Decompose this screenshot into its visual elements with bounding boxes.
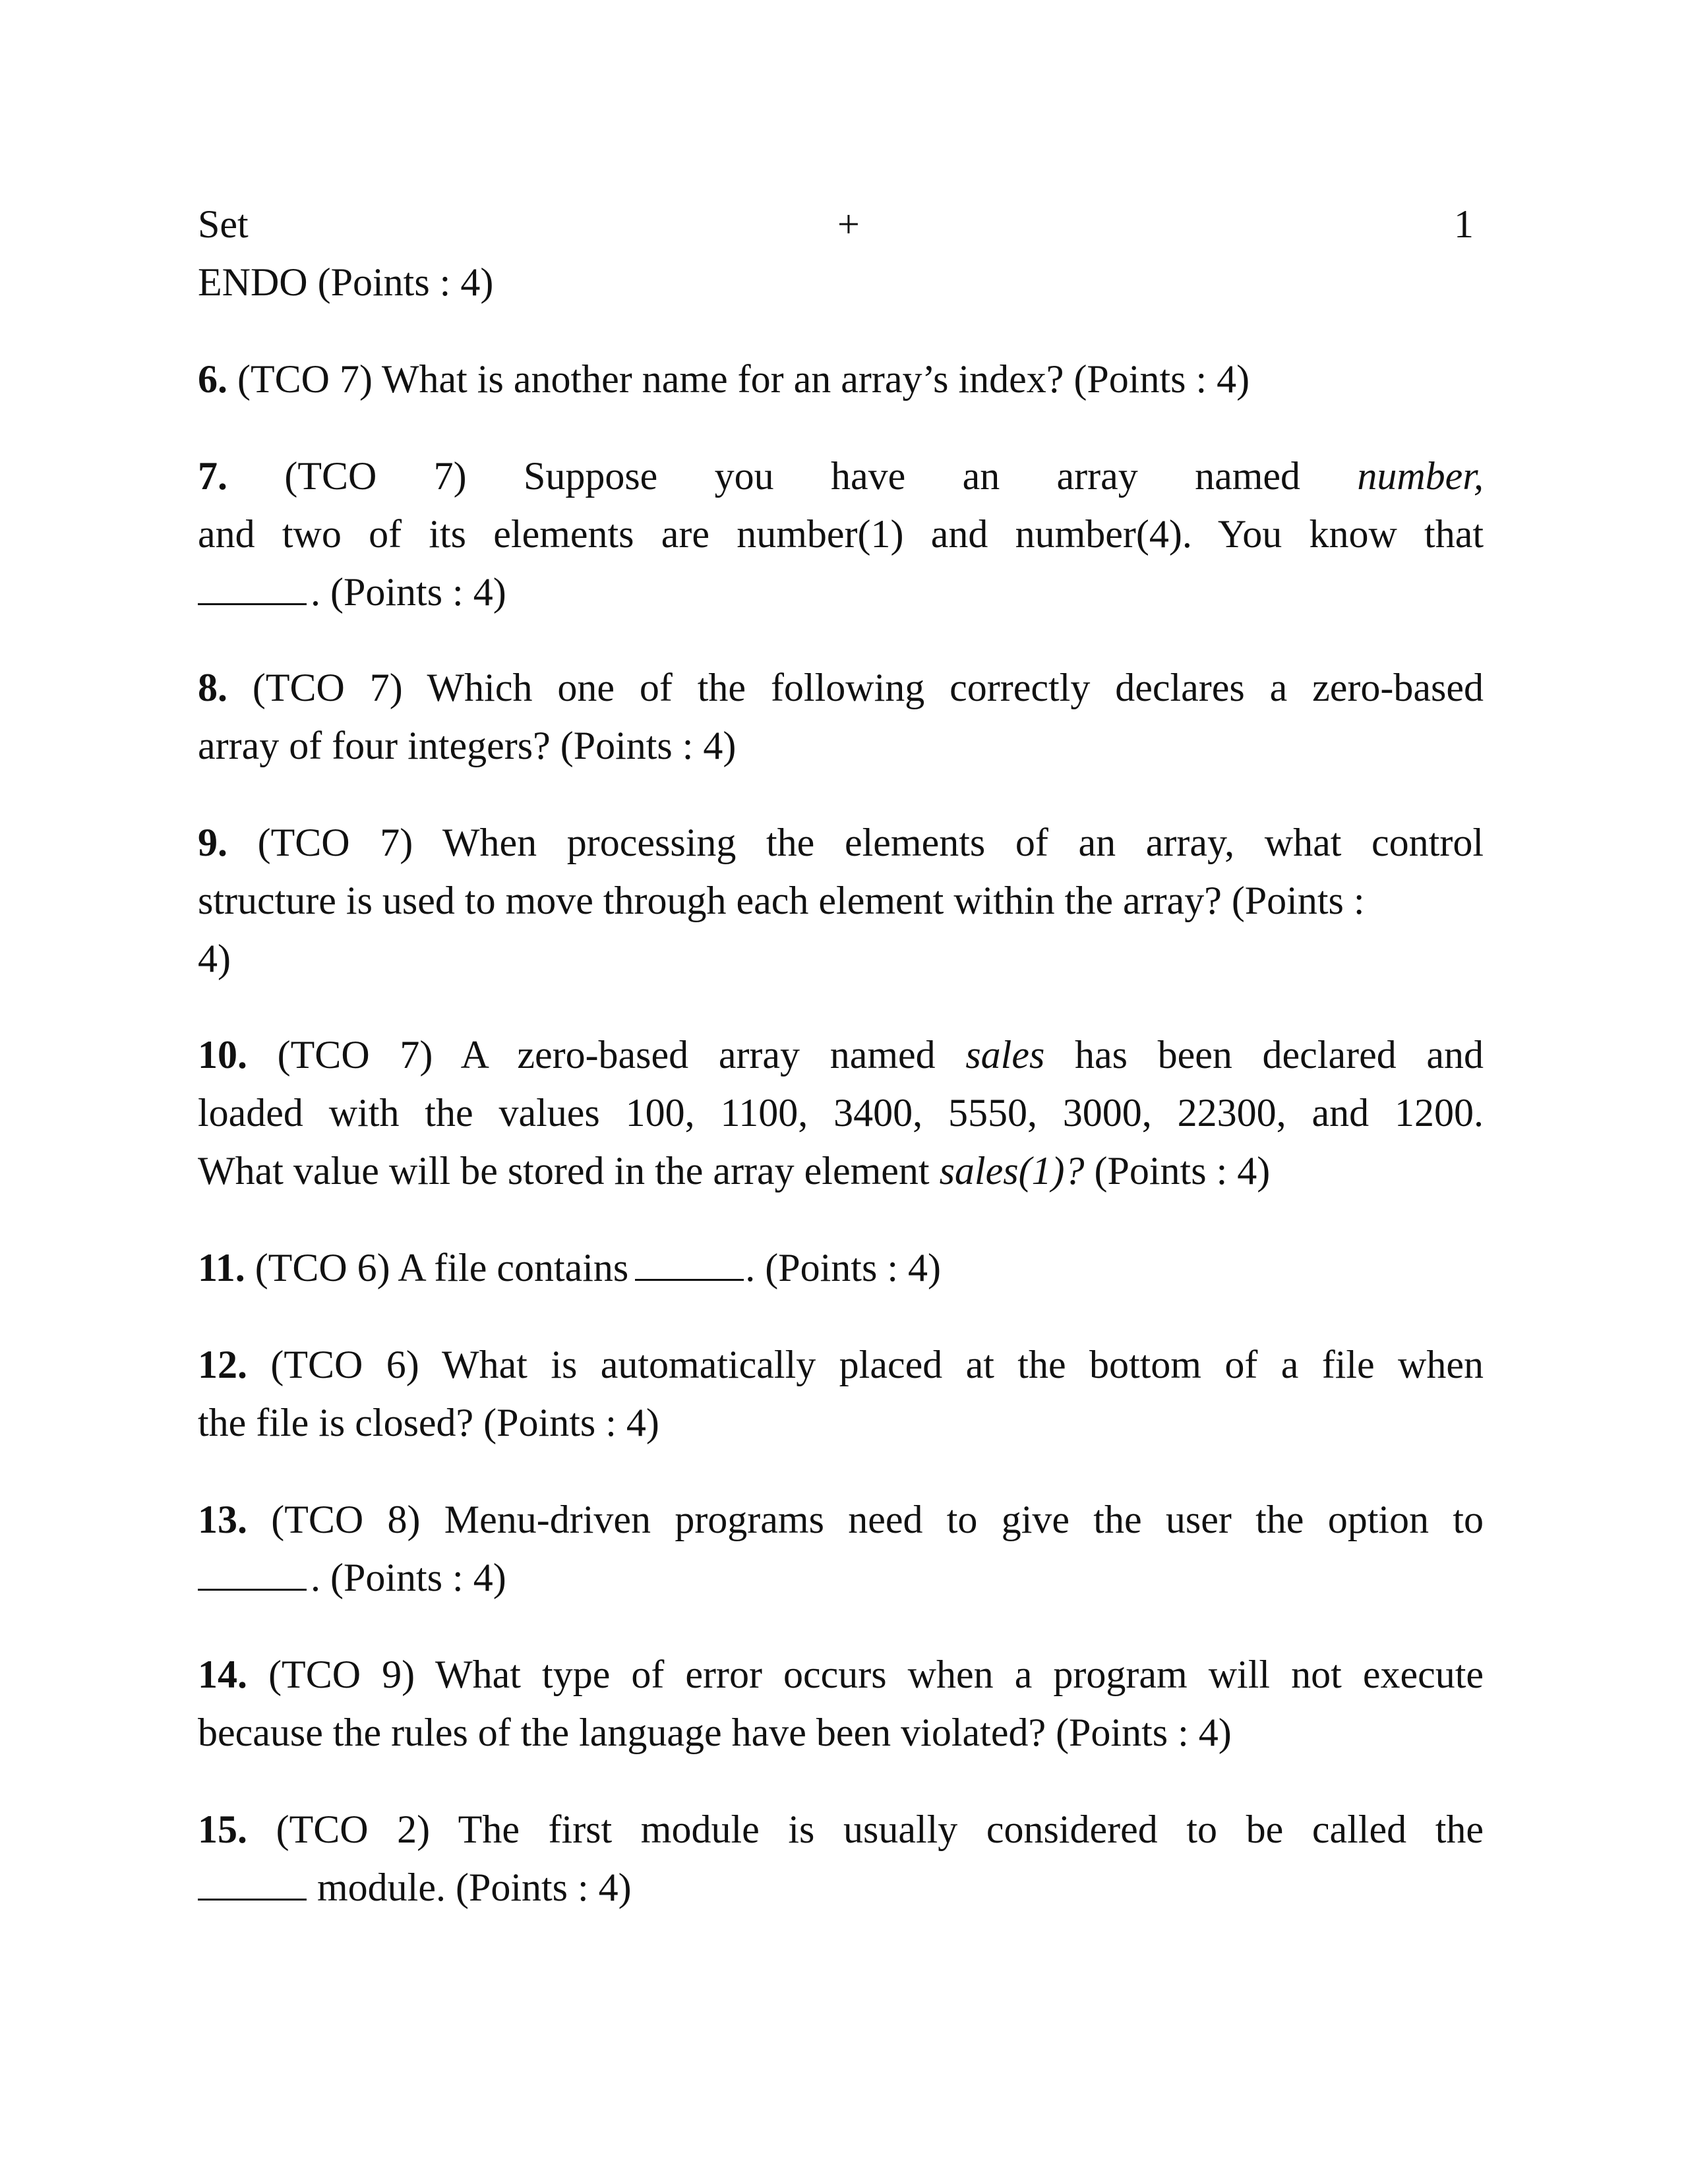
question-9-line-2: structure is used to move through each element within the array? (Points : <box>198 879 1365 922</box>
question-text: (TCO 6) A file contains <box>255 1246 629 1289</box>
question-6 <box>198 353 1250 405</box>
question-8-line-1 <box>198 661 1484 714</box>
question-text: . (Points : 4) <box>311 570 506 614</box>
header-page-number: 1 <box>1454 202 1474 246</box>
question-text: (TCO 8) Menu-driven programs need to give the user the option to <box>271 1498 1484 1541</box>
question-number: 7. <box>198 454 227 498</box>
question-13-line-2 <box>198 1551 506 1604</box>
answer-blank <box>635 1246 744 1281</box>
question-15-line-2 <box>198 1861 632 1914</box>
question-number: 11. <box>198 1246 245 1289</box>
question-13-line-1 <box>198 1493 1484 1546</box>
question-number: 14. <box>198 1653 247 1696</box>
question-text: module. (Points : 4) <box>317 1866 632 1909</box>
header-plus: + <box>837 202 860 246</box>
answer-blank <box>198 570 307 605</box>
question-12-line-1 <box>198 1338 1484 1391</box>
question-7-line-2: and two of its elements are number(1) and number(4). You know that <box>198 512 1484 556</box>
question-14-line-1 <box>198 1648 1484 1701</box>
question-italic: sales(1)? <box>939 1149 1085 1193</box>
question-12-line-2: the file is closed? (Points : 4) <box>198 1401 659 1444</box>
question-text: (TCO 2) The first module is usually considered to be called the <box>276 1808 1484 1851</box>
question-text: . (Points : 4) <box>311 1556 506 1599</box>
question-7-line-1 <box>198 450 1484 502</box>
answer-blank <box>198 1556 307 1591</box>
question-text: has been declared and <box>1044 1033 1484 1077</box>
question-10-line-2: loaded with the values 100, 1100, 3400, 5550, 3000, 22300, and 1200. <box>198 1091 1484 1135</box>
question-number: 8. <box>198 666 227 709</box>
question-number: 15. <box>198 1808 247 1851</box>
question-text: (Points : 4) <box>1084 1149 1271 1193</box>
question-text: (TCO 7) Suppose you have an array named <box>284 454 1358 498</box>
question-11 <box>198 1241 941 1294</box>
question-italic: number, <box>1357 454 1484 498</box>
question-10-line-3 <box>198 1144 1270 1197</box>
question-text: What value will be stored in the array element <box>198 1149 940 1193</box>
question-text: (TCO 7) When processing the elements of an array, what control <box>257 821 1484 864</box>
question-text: (TCO 7) What is another name for an array’s index? (Points : 4) <box>237 357 1250 401</box>
question-italic: sales <box>965 1033 1045 1077</box>
question-number: 10. <box>198 1033 247 1077</box>
question-number: 12. <box>198 1343 247 1386</box>
question-8-line-2: array of four integers? (Points : 4) <box>198 724 737 767</box>
question-9-line-1 <box>198 816 1484 869</box>
header-set: Set <box>198 202 249 246</box>
question-number: 13. <box>198 1498 247 1541</box>
question-14-line-2: because the rules of the language have been violated? (Points : 4) <box>198 1711 1232 1754</box>
question-15-line-1 <box>198 1803 1484 1856</box>
question-text: (TCO 7) Which one of the following correctly declares a zero-based <box>252 666 1484 709</box>
answer-blank <box>198 1866 307 1901</box>
question-text: (TCO 6) What is automatically placed at the bottom of a file when <box>270 1343 1484 1386</box>
question-text: (TCO 7) A zero-based array named <box>277 1033 966 1077</box>
carryover-line: ENDO (Points : 4) <box>198 260 494 304</box>
question-number: 9. <box>198 821 227 864</box>
question-text: (TCO 9) What type of error occurs when a program will not execute <box>268 1653 1484 1696</box>
question-9-line-3: 4) <box>198 937 231 980</box>
question-10-line-1 <box>198 1028 1484 1081</box>
question-number: 6. <box>198 357 227 401</box>
question-7-line-3 <box>198 566 506 618</box>
question-text: . (Points : 4) <box>745 1246 941 1289</box>
